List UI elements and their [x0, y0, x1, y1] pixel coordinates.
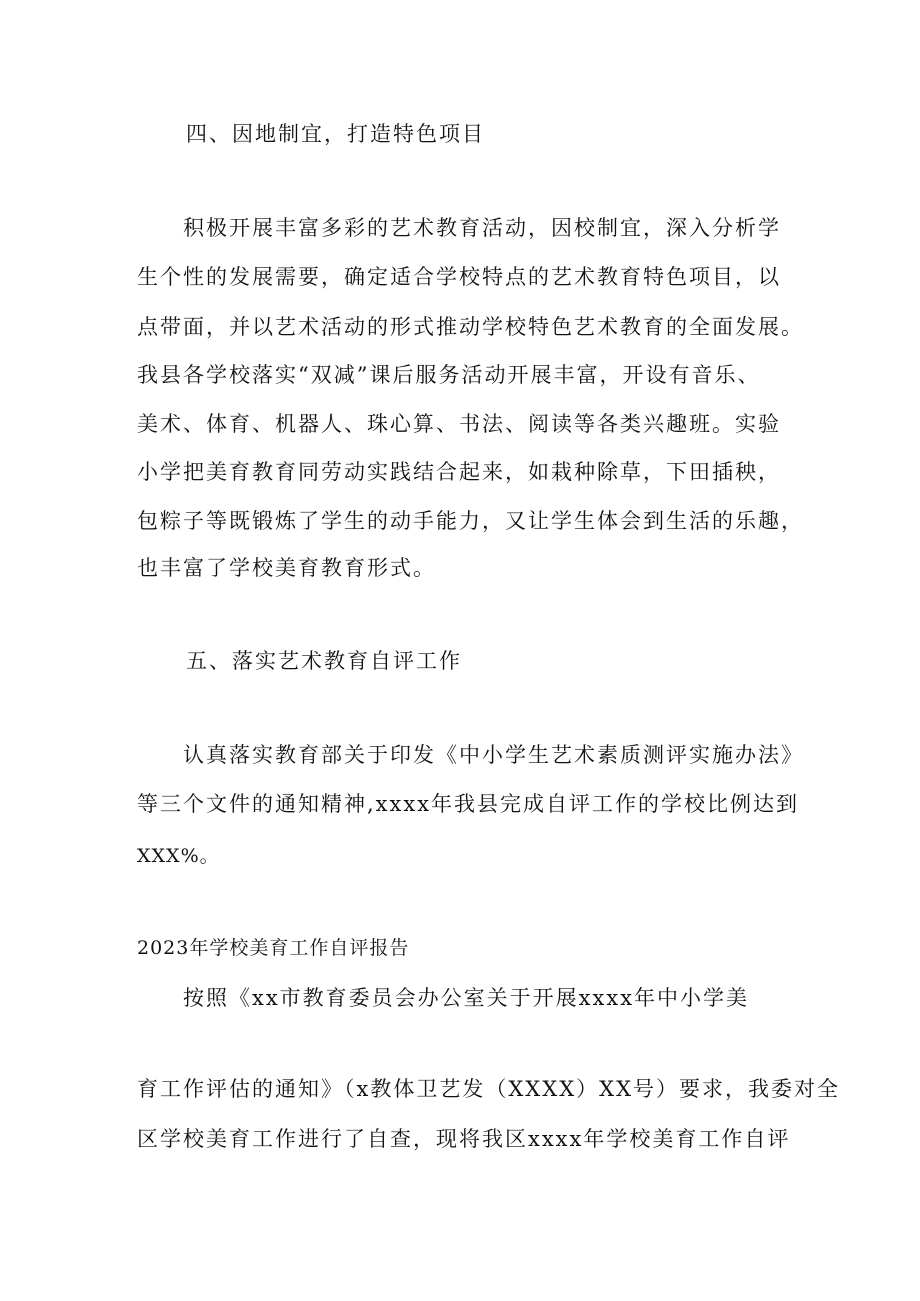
paragraph-line: 按照《xx市教育委员会办公室关于开展xxxx年中小学美 [183, 986, 750, 1010]
section-four-heading: 四、因地制宜，打造特色项目 [186, 122, 485, 146]
paragraph-line: 育工作评估的通知》（x教体卫艺发（XXXX）XX号）要求，我委对全 [137, 1077, 841, 1101]
paragraph-line: 区学校美育工作进行了自查，现将我区xxxx年学校美育工作自评 [137, 1127, 791, 1151]
paragraph-line: 小学把美育教育同劳动实践结合起来，如栽种除草，下田插秧， [137, 460, 781, 484]
section-five-heading: 五、落实艺术教育自评工作 [186, 649, 462, 673]
paragraph-line: 认真落实教育部关于印发《中小学生艺术素质测评实施办法》 [183, 743, 804, 767]
paragraph-line: 生个性的发展需要，确定适合学校特点的艺术教育特色项目，以 [137, 265, 781, 289]
paragraph-line: 也丰富了学校美育教育形式。 [137, 556, 436, 580]
paragraph-line: XXX%。 [137, 845, 220, 867]
paragraph-line: 美术、体育、机器人、珠心算、书法、阅读等各类兴趣班。实验 [137, 412, 781, 436]
paragraph-line: 包粽子等既锻炼了学生的动手能力，又让学生体会到生活的乐趣， [137, 509, 804, 533]
report-title: 2023年学校美育工作自评报告 [137, 937, 410, 959]
paragraph-line: 我县各学校落实“双减”课后服务活动开展丰富，开设有音乐、 [137, 363, 761, 387]
paragraph-line: 积极开展丰富多彩的艺术教育活动，因校制宜，深入分析学 [183, 216, 781, 240]
paragraph-line: 等三个文件的通知精神,xxxx年我县完成自评工作的学校比例达到 [137, 792, 800, 816]
paragraph-line: 点带面，并以艺术活动的形式推动学校特色艺术教育的全面发展。 [137, 315, 804, 339]
